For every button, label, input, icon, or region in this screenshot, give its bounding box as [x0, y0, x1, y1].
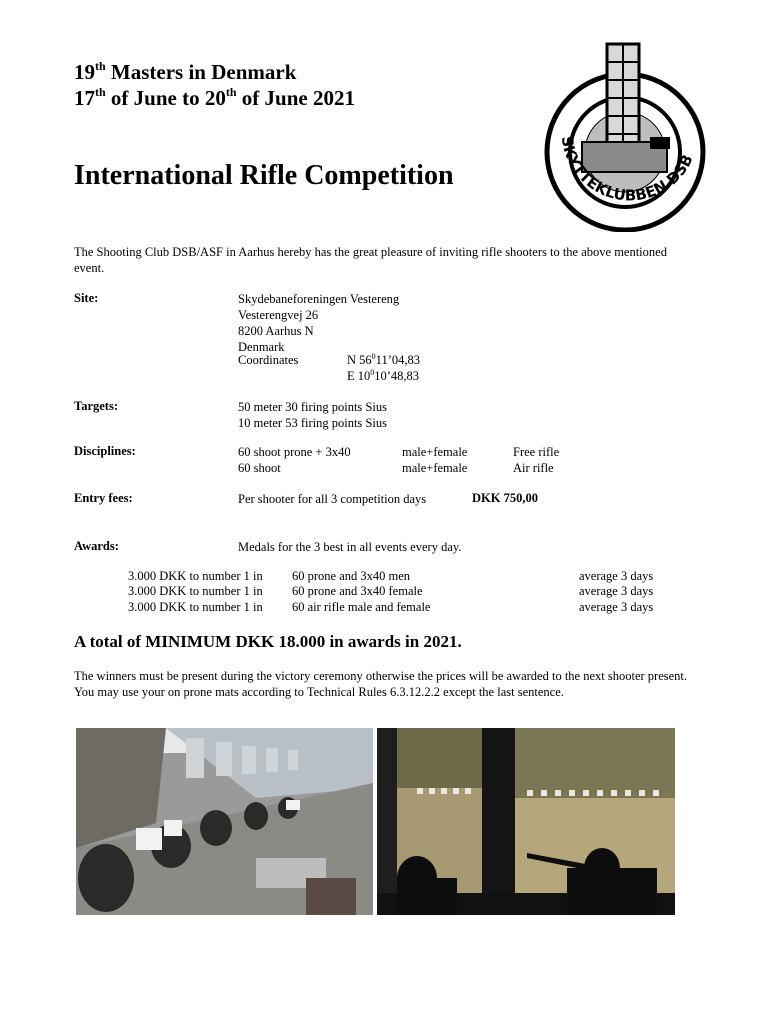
site-line: Denmark — [238, 340, 285, 354]
award-event-2: 60 prone and 3x40 female — [292, 584, 423, 598]
coordinates-north: N $56^011’04,83$ — [347, 352, 420, 367]
entry-fees-text: Per shooter for all 3 competition days — [238, 492, 427, 506]
target-line: 10 meter 53 firing points Sius — [238, 416, 387, 430]
targets-label: Targets: — [74, 399, 118, 413]
award-period-1: average 3 days — [579, 569, 654, 583]
outdoor-range-photo — [377, 728, 675, 915]
awards-label: Awards: — [74, 539, 119, 553]
notes — [74, 668, 694, 700]
award-event-3: 60 air rifle male and female — [292, 600, 431, 614]
entry-fees-amount: DKK 750,00 — [472, 491, 538, 505]
site-line: Vesterengvej 26 — [238, 308, 319, 322]
total-awards-heading: A total of MINIMUM DKK 18.000 in awards in 2021. — [74, 632, 462, 651]
site-line: Skydebaneforeningen Vestereng — [238, 292, 400, 306]
club-logo — [532, 42, 722, 232]
site-address — [238, 291, 399, 355]
note-prone-mats: You may use your on prone mats according to Technical Rules 6.3.12.2.2 except the last sentence. — [74, 685, 564, 699]
target-line: 50 meter 30 firing points Sius — [238, 400, 387, 414]
award-prize-3: 3.000 DKK to number 1 in — [128, 600, 263, 614]
coordinates-east: E $10^010’48,83$ — [347, 368, 420, 383]
discipline-event-1: 60 shoot prone + 3x40 — [238, 445, 351, 459]
site-line: 8200 Aarhus N — [238, 324, 314, 338]
discipline-event-2: 60 shoot — [238, 461, 281, 475]
indoor-range-photo — [76, 728, 373, 915]
page-title: International Rifle Competition — [74, 160, 454, 191]
awards-text: Medals for the 3 best in all events every day. — [238, 540, 462, 554]
logo-text: SKYTTEKLUBBEN DSB — [557, 134, 697, 205]
award-prize-2: 3.000 DKK to number 1 in — [128, 584, 263, 598]
entry-fees-label: Entry fees: — [74, 491, 133, 505]
coordinates-label: Coordinates — [238, 353, 299, 367]
award-period-2: average 3 days — [579, 584, 654, 598]
event-dates-line: 17th of June to 20th of June 2021 — [74, 85, 355, 110]
discipline-gender-2: male+female — [402, 461, 468, 475]
disciplines-label: Disciplines: — [74, 444, 136, 458]
note-winners: The winners must be present during the victory ceremony otherwise the prices will be awarded to the next shooter present. — [74, 669, 688, 683]
award-prize-1: 3.000 DKK to number 1 in — [128, 569, 263, 583]
site-label: Site: — [74, 291, 99, 305]
event-edition-line: 19th Masters in Denmark — [74, 59, 297, 84]
discipline-gender-1: male+female — [402, 445, 468, 459]
intro-paragraph: The Shooting Club DSB/ASF in Aarhus hereby has the great pleasure of inviting rifle shooters to the above mentioned event. — [74, 245, 667, 275]
discipline-type-1: Free rifle — [513, 445, 560, 459]
award-event-1: 60 prone and 3x40 men — [292, 569, 411, 583]
discipline-type-2: Air rifle — [513, 461, 554, 475]
award-period-3: average 3 days — [579, 600, 654, 614]
targets-list — [238, 399, 387, 431]
